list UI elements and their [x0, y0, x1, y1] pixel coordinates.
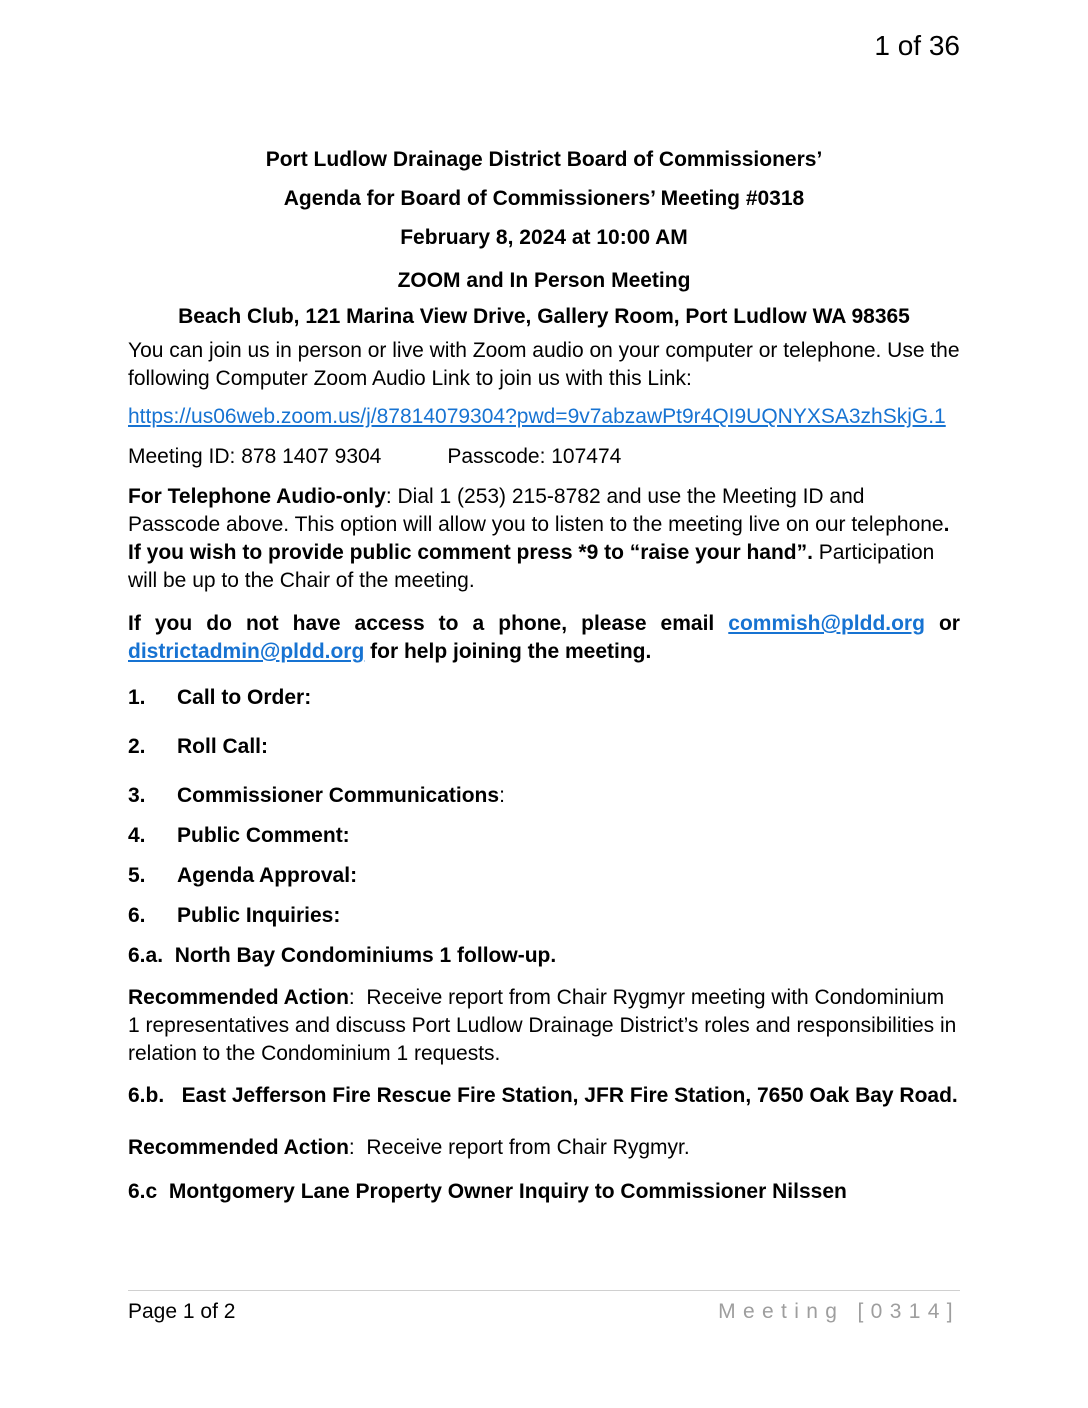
- document-content: [128, 0, 963, 1206]
- agenda-item-6a-heading: 6.a. North Bay Condominiums 1 follow-up.: [128, 944, 557, 967]
- agenda-list: [128, 684, 960, 930]
- agenda-item-commissioner-communications: 3. Commissioner Communications:: [128, 784, 505, 807]
- districtadmin-email-link[interactable]: districtadmin@pldd.org: [128, 640, 365, 663]
- join-instructions: You can join us in person or live with Zoom audio on your computer or telephone. Use the following Computer Zoom Audio Link to join us with this Link:: [128, 339, 960, 390]
- agenda-item-public-inquiries: 6. Public Inquiries:: [128, 904, 341, 927]
- agenda-item-roll-call: 2. Roll Call:: [128, 735, 269, 758]
- agenda-item-6b-heading: 6.b. East Jefferson Fire Rescue Fire Station, JFR Fire Station, 7650 Oak Bay Road.: [128, 1084, 958, 1107]
- footer-meeting-code: Meeting [0314]: [718, 1300, 960, 1323]
- page-footer: [128, 1290, 960, 1325]
- document-subtitle: Agenda for Board of Commissioners’ Meeting #0318: [283, 187, 805, 210]
- meeting-location: Beach Club, 121 Marina View Drive, Gallery Room, Port Ludlow WA 98365: [178, 305, 910, 328]
- recommended-action-6b: Recommended Action: Receive report from Chair Rygmyr.: [128, 1136, 690, 1159]
- telephone-instructions: For Telephone Audio-only: Dial 1 (253) 215-8782 and use the Meeting ID and Passcode above. This option will allow you to listen to the meeting live on our telephone. If you wish to provide public comment press *9 to “raise your hand”. Participation will be up to the Chair of the meeting.: [128, 485, 950, 592]
- passcode: Passcode: 107474: [447, 445, 622, 468]
- title-block: [128, 140, 960, 257]
- agenda-item-call-to-order: 1. Call to Order:: [128, 686, 312, 709]
- meeting-id: Meeting ID: 878 1407 9304: [128, 445, 382, 468]
- telephone-lead: For Telephone Audio-only: [128, 485, 386, 508]
- meeting-credentials: [128, 443, 960, 471]
- document-title: Port Ludlow Drainage District Board of Commissioners’: [265, 148, 823, 171]
- meeting-date: February 8, 2024 at 10:00 AM: [400, 226, 688, 249]
- email-help: If you do not have access to a phone, please email commish@pldd.org or districtadmin@pldd.org for help joining the meeting.: [128, 612, 960, 663]
- zoom-meeting-link[interactable]: https://us06web.zoom.us/j/87814079304?pwd=9v7abzawPt9r4QI9UQNYXSA3zhSkjG.1: [128, 405, 946, 428]
- zoom-link-line: [128, 403, 960, 431]
- agenda-item-public-comment: 4. Public Comment:: [128, 824, 350, 847]
- footer-page-label: Page 1 of 2: [128, 1300, 236, 1323]
- corner-page-number: 1 of 36: [874, 30, 960, 61]
- agenda-item-agenda-approval: 5. Agenda Approval:: [128, 864, 358, 887]
- recommended-action-6a: Recommended Action: Receive report from Chair Rygmyr meeting with Condominium 1 representatives and discuss Port Ludlow Drainage District’s roles and responsibilities in relation to the Condominium 1 requests.: [128, 986, 963, 1065]
- meeting-type: ZOOM and In Person Meeting: [397, 269, 691, 292]
- commish-email-link[interactable]: commish@pldd.org: [728, 612, 925, 635]
- agenda-item-6c-heading: 6.c Montgomery Lane Property Owner Inquiry to Commissioner Nilssen: [128, 1180, 847, 1203]
